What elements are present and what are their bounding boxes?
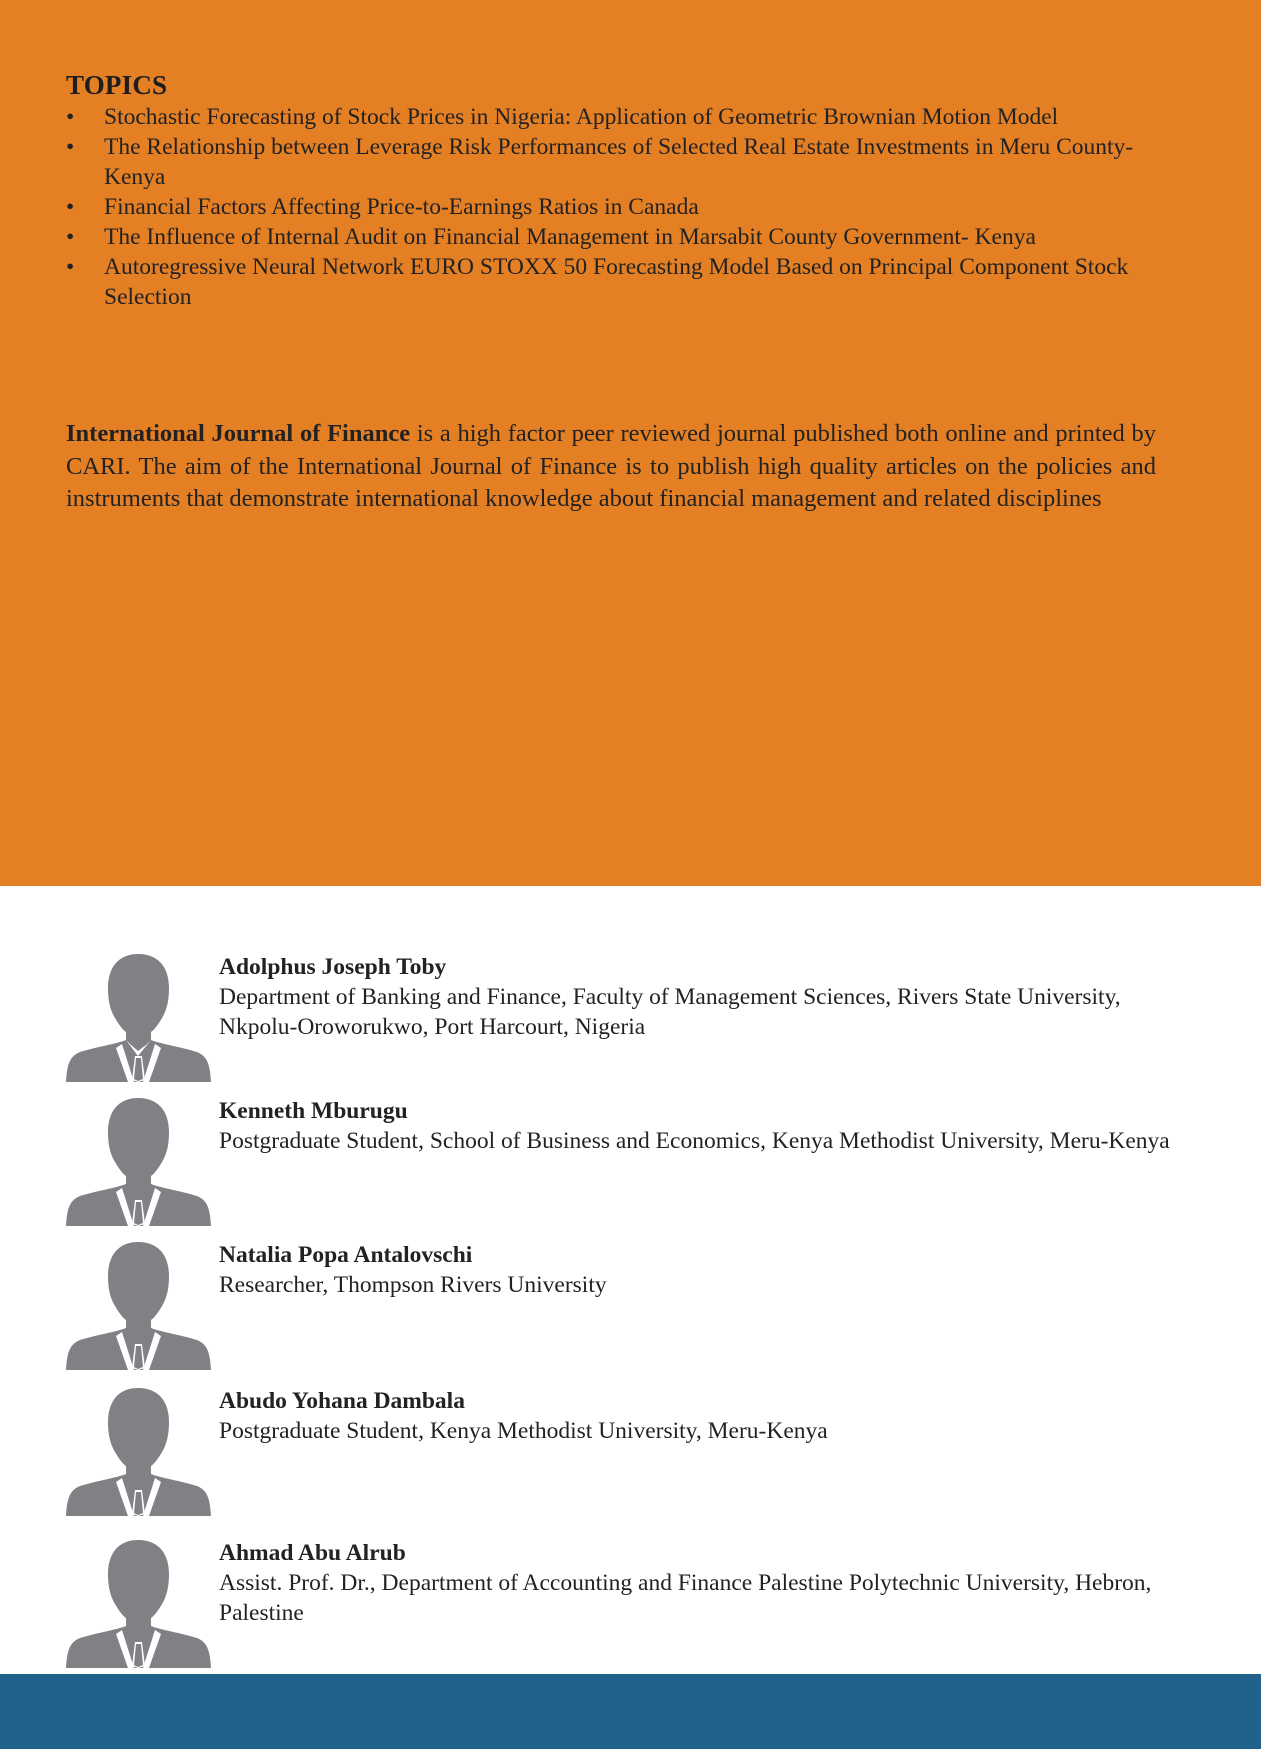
author-text — [219, 1096, 1199, 1156]
author-name: Kenneth Mburugu — [219, 1098, 408, 1124]
author-entry — [66, 1096, 1196, 1236]
bullet-icon: • — [66, 194, 75, 220]
person-silhouette-icon — [66, 1386, 211, 1516]
author-affiliation: Researcher, Thompson Rivers University — [219, 1272, 607, 1298]
author-affiliation: Department of Banking and Finance, Faculty of Management Sciences, Rivers State University, Nkpolu-Oroworukwo, Port Harcourt, Nigeria — [219, 984, 1121, 1040]
topics-heading: TOPICS — [66, 70, 168, 100]
topic-item — [66, 102, 1166, 132]
author-entry — [66, 1538, 1196, 1678]
bullet-icon: • — [66, 224, 75, 250]
authors-section — [0, 886, 1261, 1674]
author-name: Natalia Popa Antalovschi — [219, 1242, 473, 1268]
author-entry — [66, 952, 1196, 1092]
topic-text: Stochastic Forecasting of Stock Prices in Nigeria: Application of Geometric Brownian Motion Model — [104, 104, 1059, 130]
topic-text: The Relationship between Leverage Risk Performances of Selected Real Estate Investments in Meru County- Kenya — [104, 134, 1134, 190]
topic-item — [66, 252, 1166, 312]
author-text — [219, 1240, 1199, 1300]
topic-text: Financial Factors Affecting Price-to-Earnings Ratios in Canada — [104, 194, 699, 220]
author-affiliation: Postgraduate Student, Kenya Methodist University, Meru-Kenya — [219, 1418, 828, 1444]
bullet-icon: • — [66, 104, 75, 130]
topic-item — [66, 222, 1166, 252]
topics-list — [66, 102, 1166, 312]
author-name: Adolphus Joseph Toby — [219, 954, 447, 980]
author-name: Abudo Yohana Dambala — [219, 1388, 465, 1414]
person-silhouette-icon — [66, 1240, 211, 1370]
journal-description — [66, 418, 1156, 516]
bullet-icon: • — [66, 254, 75, 280]
author-text — [219, 1538, 1199, 1628]
author-text — [219, 1386, 1199, 1446]
person-silhouette-icon — [66, 952, 211, 1082]
topic-item — [66, 192, 1166, 222]
author-affiliation: Assist. Prof. Dr., Department of Accounting and Finance Palestine Polytechnic University, Hebron, Palestine — [219, 1570, 1152, 1626]
journal-description-text: is a high factor peer reviewed journal published both online and printed by CARI. The aim of the International Journal of Finance is to publish high quality articles on the policies and instruments that demonstrate international knowledge about financial management and related disciplines — [66, 420, 1156, 512]
author-entry — [66, 1240, 1196, 1380]
author-text — [219, 952, 1199, 1042]
person-silhouette-icon — [66, 1096, 211, 1226]
author-affiliation: Postgraduate Student, School of Business and Economics, Kenya Methodist University, Meru-Kenya — [219, 1128, 1170, 1154]
author-entry — [66, 1386, 1196, 1526]
footer-band — [0, 1674, 1261, 1749]
topic-item — [66, 132, 1166, 192]
topic-text: The Influence of Internal Audit on Financial Management in Marsabit County Government- Kenya — [104, 224, 1036, 250]
journal-name: International Journal of Finance — [66, 420, 411, 447]
person-silhouette-icon — [66, 1538, 211, 1668]
bullet-icon: • — [66, 134, 75, 160]
author-name: Ahmad Abu Alrub — [219, 1540, 406, 1566]
topic-text: Autoregressive Neural Network EURO STOXX 50 Forecasting Model Based on Principal Component Stock Selection — [104, 254, 1129, 310]
